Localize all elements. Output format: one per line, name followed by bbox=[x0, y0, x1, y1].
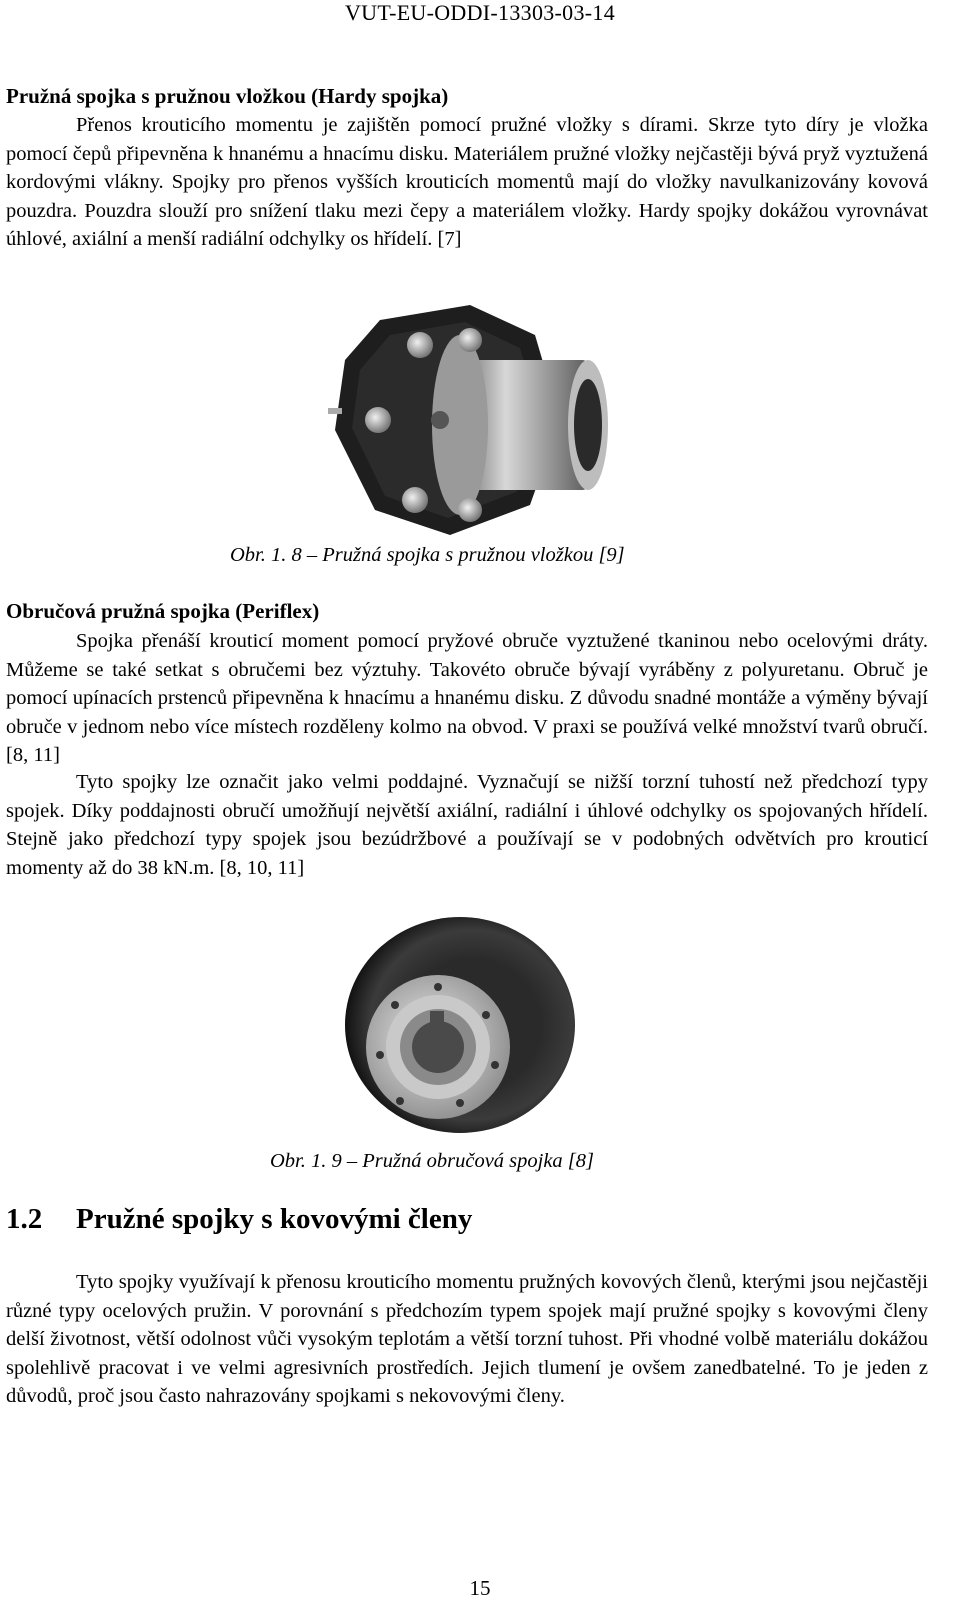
periflex-paragraph-1: Spojka přenáší krouticí moment pomocí pryžové obruče vyztužené tkaninou nebo ocelovými dráty. Můžeme se také setkat s obručemi bez výztuhy. Takovéto obruče bývají vyráběny z polyuretanu. Obruč je pomocí upínacích prstenců připevněna k hnacímu a hnanému disku. Z důvodu snadné montáže a výměny bývají obruče v jednom nebo více místech rozděleny kolmo na obvod. V praxi se používá velké množství tvarů obručí. [8, 11] bbox=[6, 630, 928, 767]
hardy-heading: Pružná spojka s pružnou vložkou (Hardy spojka) bbox=[6, 84, 449, 108]
hardy-caption: Obr. 1. 8 – Pružná spojka s pružnou vložkou [9] bbox=[230, 544, 625, 566]
periflex-paragraph-2: Tyto spojky lze označit jako velmi poddajné. Vyznačují se nižší torzní tuhostí než předchozí typy spojek. Díky poddajnosti obručí umožňují největší axiální, radiální i úhlové odchylky os spojovaných hřídelí. Stejně jako předchozí typy spojek jsou bezúdržbové a používají se v podobných odvětvích pro krouticí momenty až do 38 kN.m. [8, 10, 11] bbox=[6, 771, 928, 879]
section-number: 1.2 bbox=[6, 1203, 43, 1235]
hardy-coupling-image bbox=[320, 300, 620, 540]
page-header: VUT-EU-ODDI-13303-03-14 bbox=[344, 0, 616, 25]
periflex-heading: Obručová pružná spojka (Periflex) bbox=[6, 599, 320, 623]
periflex-caption: Obr. 1. 9 – Pružná obručová spojka [8] bbox=[270, 1150, 595, 1172]
section-title-text: Pružné spojky s kovovými členy bbox=[76, 1203, 473, 1235]
hardy-paragraph: Přenos krouticího momentu je zajištěn pomocí pružné vložky s dírami. Skrze tyto díry je vložka pomocí čepů připevněna k hnanému a hnacímu disku. Materiálem pružné vložky nejčastěji bývá pryž vyztužená kordovými vlákny. Spojky pro přenos vyšších krouticích momentů mají do vložky navulkanizovány kovová pouzdra. Pouzdra slouží pro snížení tlaku mezi čepy a materiálem vložky. Hardy spojky dokážou vyrovnávat úhlové, axiální a menší radiální odchylky os hřídelí. [7] bbox=[6, 114, 928, 251]
page-number: 15 bbox=[469, 1576, 491, 1600]
section-title bbox=[6, 1203, 472, 1236]
metal-paragraph: Tyto spojky využívají k přenosu krouticího momentu pružných kovových členů, kterými jsou nejčastěji různé typy ocelových pružin. V porovnání s předchozím typem spojek mají pružné spojky s kovovými členy delší životnost, větší odolnost vůči vysokým teplotám a větší torzní tuhost. Při vhodné volbě materiálu dokážou spolehlivě pracovat i ve velmi agresivních prostředích. Jejich tlumení je ovšem zanedbatelné. To je jeden z důvodů, proč jsou často nahrazovány spojkami s nekovovými členy. bbox=[6, 1271, 928, 1408]
periflex-coupling-image bbox=[320, 915, 580, 1140]
